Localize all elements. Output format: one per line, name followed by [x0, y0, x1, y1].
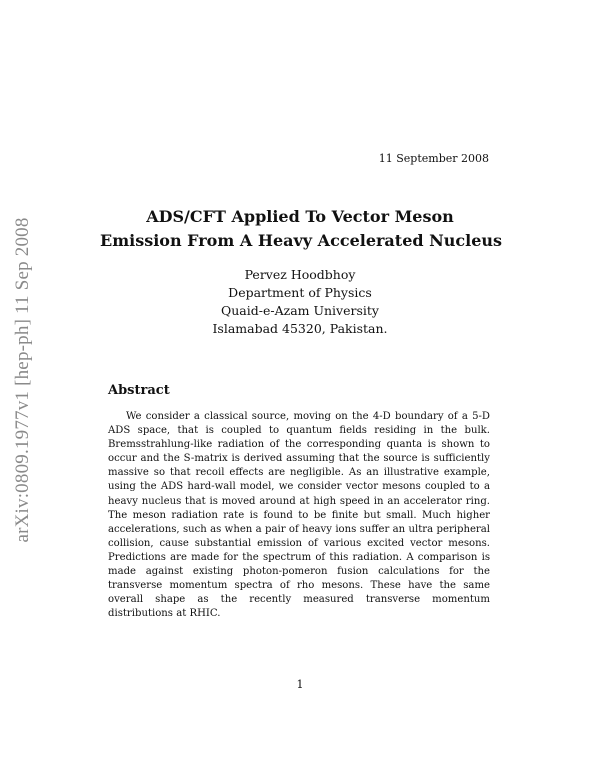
- paper-title-line-2: Emission From A Heavy Accelerated Nucleus: [100, 231, 503, 250]
- author-name: Pervez Hoodbhoy: [244, 267, 356, 282]
- paper-title-line-1: ADS/CFT Applied To Vector Meson: [146, 207, 454, 226]
- author-university: Quaid-e-Azam University: [220, 303, 379, 318]
- abstract-body: We consider a classical source, moving on the 4-D boundary of a 5-D ADS space, that is coupled to quantum fields residing in the bulk. Bremsstrahlung-like radiation of the corresponding quanta is shown to occur and the S-matrix is derived assuming that the source is sufficiently massive so that recoil effects are negligible. As an illustrative example, using the ADS hard-wall model, we consider vector mesons coupled to a heavy nucleus that is moved around at high speed in an accelerator ring. The meson radiation rate is found to be finite but small. Much higher accelerations, such as when a pair of heavy ions suffer an ultra peripheral collision, cause substantial emission of various excited vector mesons. Predictions are made for the spectrum of this radiation. A comparison is made against existing photon-pomeron fusion calculations for the transverse momentum spectra of rho mesons. These have the same overall shape as the recently measured transverse momentum distributions at RHIC.: [108, 411, 490, 620]
- paper-title: [100, 205, 503, 253]
- author-department: Department of Physics: [228, 285, 372, 300]
- page-number: 1: [296, 678, 304, 691]
- paper-date: 11 September 2008: [378, 152, 489, 165]
- abstract-heading: Abstract: [108, 383, 170, 398]
- arxiv-identifier-text: arXiv:0809.1977v1 [hep-ph] 11 Sep 2008: [12, 217, 33, 543]
- author-block: [100, 266, 500, 338]
- author-address: Islamabad 45320, Pakistan.: [212, 321, 388, 336]
- arxiv-identifier-stamp: [8, 190, 38, 570]
